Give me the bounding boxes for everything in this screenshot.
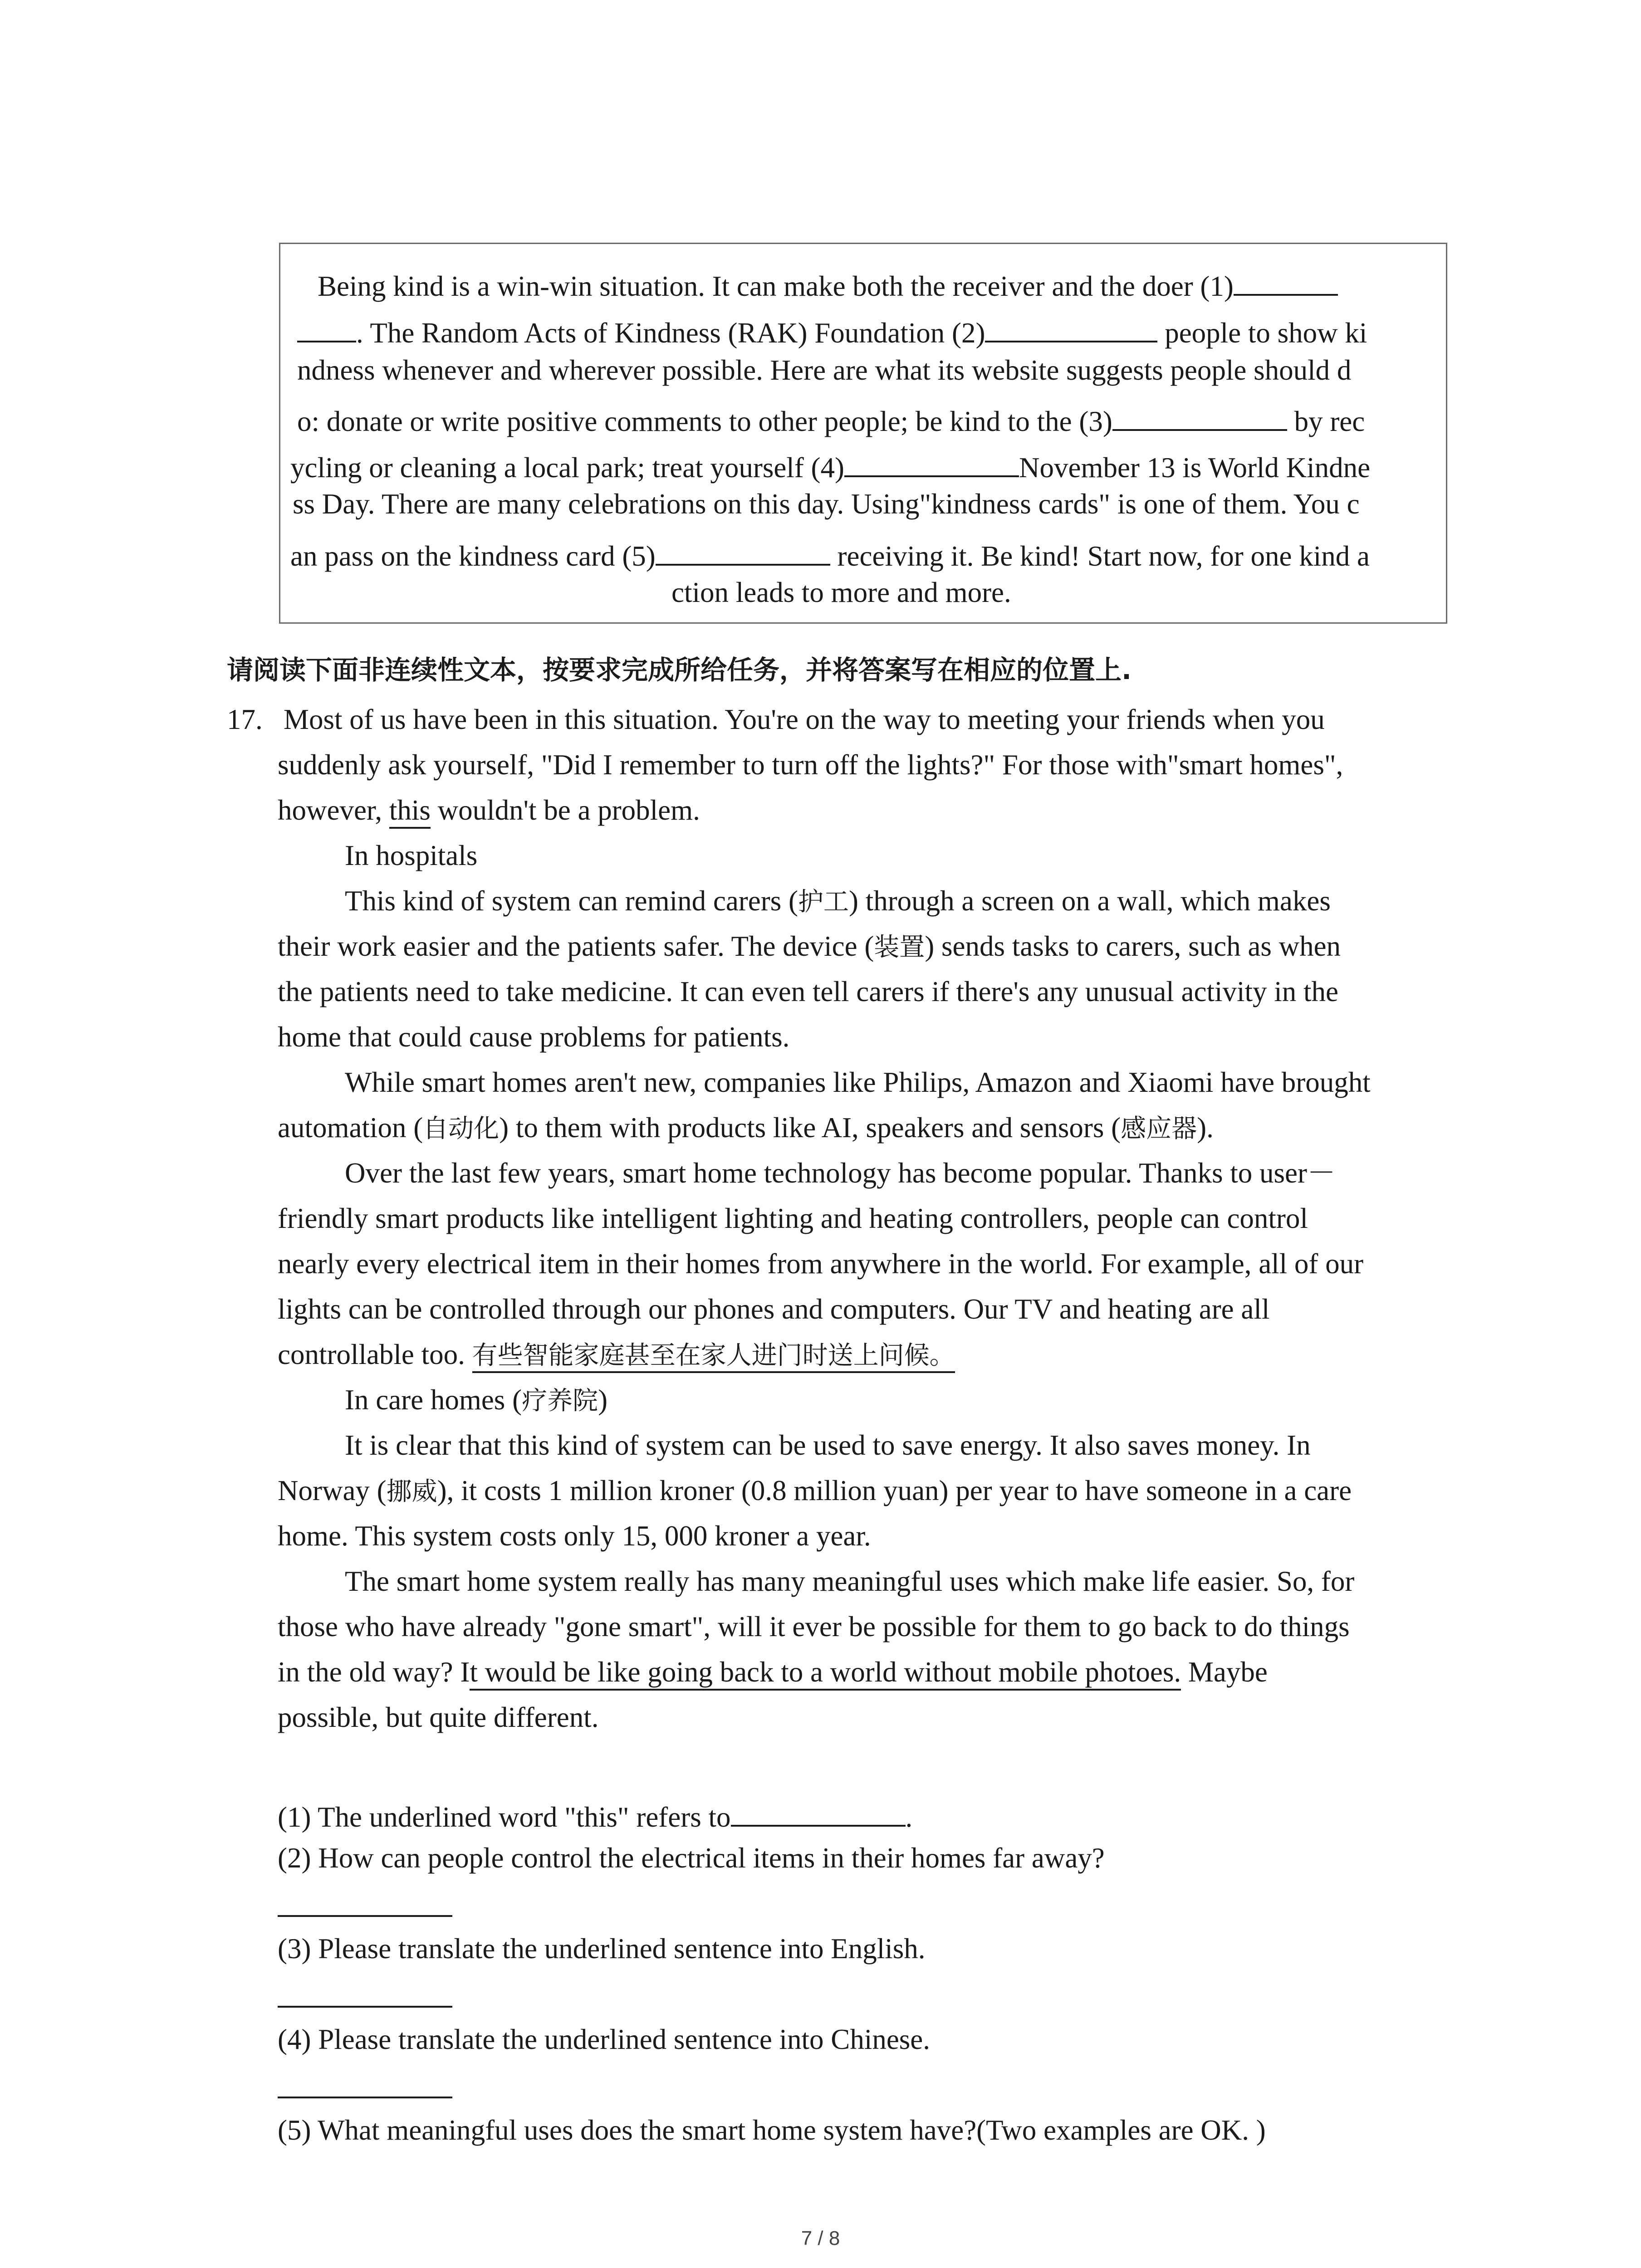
para2-line4: home that could cause problems for patients. (278, 1021, 790, 1053)
sub-question-2: (2) How can people control the electrical items in their homes far away? (278, 1842, 1105, 1874)
sub-question-5: (5) What meaningful uses does the smart home system have?(Two examples are OK. ) (278, 2114, 1266, 2146)
question-number: 17. (227, 704, 263, 735)
blank-1[interactable] (1234, 268, 1338, 296)
para6-line2: those who have already "gone smart", will it ever be possible for them to go back to do things (278, 1611, 1350, 1642)
blank-4[interactable] (844, 449, 1019, 477)
para5-line2: Norway (挪威), it costs 1 million kroner (0.8 million yuan) per year to have someone in a care (278, 1475, 1352, 1506)
heading-in-care-homes: In care homes (疗养院) (345, 1384, 608, 1416)
para5-line3: home. This system costs only 15, 000 kroner a year. (278, 1520, 871, 1552)
underlined-english-sentence: t would be like going back to a world without mobile photoes. (470, 1656, 1181, 1691)
para3-line2: automation (自动化) to them with products like AI, speakers and sensors (感应器). (278, 1112, 1214, 1144)
sub-question-4: (4) Please translate the underlined sentence into Chinese. (278, 2024, 931, 2055)
answer-line-2[interactable] (278, 1915, 452, 1917)
para6-line4: possible, but quite different. (278, 1701, 599, 1733)
underlined-chinese-sentence: 有些智能家庭甚至在家人进门时送上问候。 (472, 1341, 955, 1373)
passage-line-6: ss Day. There are many celebrations on this day. Using"kindness cards" is one of them. You c (293, 488, 1360, 520)
para2-line3: the patients need to take medicine. It can even tell carers if there's any unusual activity in the (278, 976, 1338, 1007)
para5-line1: It is clear that this kind of system can be used to save energy. It also saves money. In (345, 1429, 1311, 1461)
page-number: 7 / 8 (801, 2227, 840, 2249)
heading-in-hospitals: In hospitals (345, 840, 478, 871)
blank-5[interactable] (656, 538, 830, 566)
passage-line-4: o: donate or write positive comments to other people; be kind to the (3) by rec (297, 403, 1365, 436)
answer-line-3[interactable] (278, 2006, 452, 2008)
answer-blank-1[interactable] (731, 1799, 906, 1827)
passage-line-7: an pass on the kindness card (5) receiving it. Be kind! Start now, for one kind a (290, 538, 1370, 571)
para6-line1: The smart home system really has many meaningful uses which make life easier. So, for (345, 1565, 1355, 1597)
passage-line-2: . The Random Acts of Kindness (RAK) Foundation (2) people to show ki (297, 314, 1367, 347)
blank-1-continued[interactable] (297, 314, 356, 342)
para2-line2: their work easier and the patients safer. The device (装置) sends tasks to carers, such as when (278, 930, 1341, 962)
blank-2[interactable] (985, 314, 1157, 342)
section-instruction: 请阅读下面非连续性文本，按要求完成所给任务，并将答案写在相应的位置上. (227, 655, 1132, 685)
underlined-word-this: this (389, 794, 431, 829)
passage-line-8: ction leads to more and more. (671, 577, 1011, 608)
para4-line1: Over the last few years, smart home technology has become popular. Thanks to user－ (345, 1157, 1336, 1189)
para1-line2: suddenly ask yourself, "Did I remember to turn off the lights?" For those with"smart homes", (278, 749, 1343, 781)
blank-3[interactable] (1112, 403, 1287, 431)
para4-line2: friendly smart products like intelligent lighting and heating controllers, people can control (278, 1202, 1308, 1234)
para6-line3: in the old way? It would be like going back to a world without mobile photoes. Maybe (278, 1658, 1268, 1686)
para3-line1: While smart homes aren't new, companies like Philips, Amazon and Xiaomi have brought (345, 1066, 1371, 1098)
para1-line1: Most of us have been in this situation. You're on the way to meeting your friends when you (284, 704, 1325, 735)
para4-line3: nearly every electrical item in their homes from anywhere in the world. For example, all of our (278, 1248, 1364, 1280)
answer-line-4[interactable] (278, 2097, 452, 2098)
para2-line1: This kind of system can remind carers (护工) through a screen on a wall, which makes (345, 885, 1331, 917)
passage-line-3: ndness whenever and wherever possible. Here are what its website suggests people should d (297, 354, 1352, 386)
sub-question-3: (3) Please translate the underlined sentence into English. (278, 1933, 926, 1965)
para1-line3: however, this wouldn't be a problem. (278, 796, 700, 825)
passage-line-5: ycling or cleaning a local park; treat yourself (4) November 13 is World Kindne (290, 449, 1370, 482)
passage-line-1: Being kind is a win-win situation. It can make both the receiver and the doer (1) (318, 268, 1338, 301)
question-17-line-1 (227, 705, 263, 734)
para4-line5: controllable too. 有些智能家庭甚至在家人进门时送上问候。 (278, 1340, 955, 1369)
sub-question-1: (1) The underlined word "this" refers to . (278, 1799, 912, 1832)
para4-line4: lights can be controlled through our phones and computers. Our TV and heating are all (278, 1293, 1270, 1325)
